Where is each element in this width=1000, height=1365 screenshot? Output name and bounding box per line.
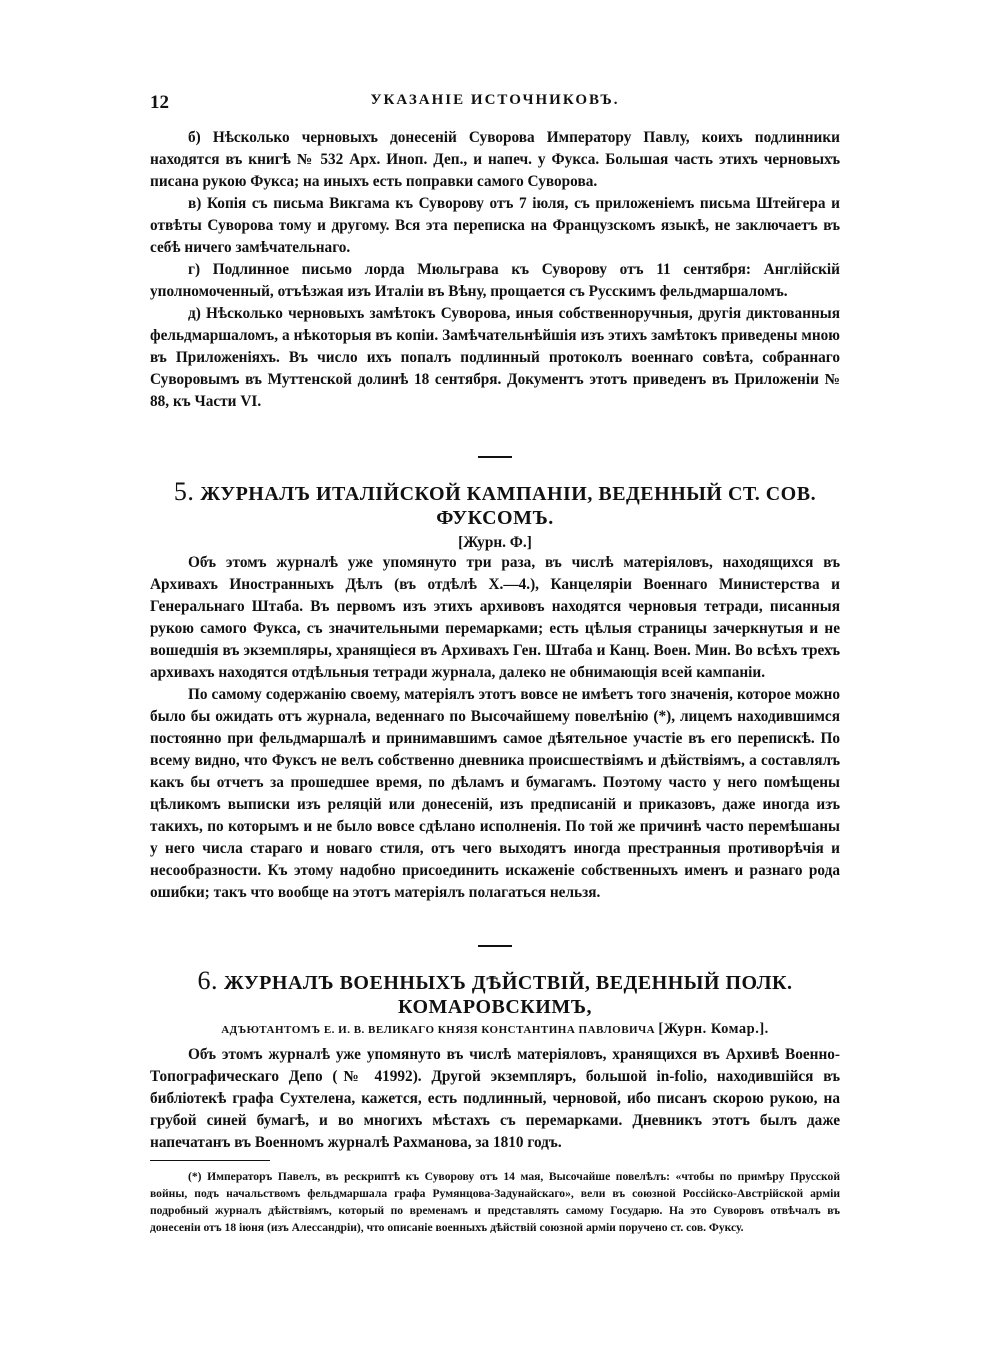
section-5-heading bbox=[150, 477, 840, 530]
section-5-number: 5. bbox=[173, 477, 195, 506]
section-6-title: ЖУРНАЛЪ ВОЕННЫХЪ ДѢЙСТВІЙ, ВЕДЕННЫЙ ПОЛК. КОМАРОВСКИМЪ, bbox=[224, 972, 793, 1018]
footnote-rule bbox=[150, 1160, 840, 1161]
paragraph-g: г) Подлинное письмо лорда Мюльграва къ Суворову отъ 11 сентября: Англійскій уполномоченный, отъѣзжая изъ Италіи въ Вѣну, прощается съ Русскимъ фельдмаршаломъ. bbox=[150, 261, 840, 300]
paragraph-v: в) Копія съ письма Викгама къ Суворову отъ 7 іюля, съ приложеніемъ письма Штейгера и отвѣты Суворова тому и другому. Вся эта переписка на Французскомъ языкѣ, не заключаетъ въ себѣ ничего замѣчательнаго. bbox=[150, 195, 840, 256]
section-6-subtitle-line bbox=[150, 1021, 840, 1038]
section-6 bbox=[150, 966, 840, 1154]
section-5 bbox=[150, 477, 840, 904]
section-6-number: 6. bbox=[197, 966, 218, 995]
section-6-heading bbox=[150, 966, 840, 1019]
separator-2 bbox=[150, 945, 840, 947]
top-paragraphs bbox=[150, 127, 840, 413]
section-6-paragraph: Объ этомъ журналѣ уже упомянуто въ числѣ матеріяловъ, хранящихся въ Архивѣ Военно-Топографическаго Депо (№ 41992). Другой экземпляръ, большой in-folio, находившійся въ библіотекѣ графа Сухтелена, кажется, есть подлинный, черновой, ибо писанъ скорою рукою, на грубой синей бумагѣ, и во многихъ мѣстахъ съ перемарками. Дневникъ этотъ былъ даже напечатанъ въ Военномъ журналѣ Рахманова, за 1810 годъ. bbox=[150, 1046, 840, 1151]
section-5-title: ЖУРНАЛЪ ИТАЛІЙСКОЙ КАМПАНІИ, ВЕДЕННЫЙ СТ. СОВ. ФУКСОМЪ. bbox=[200, 483, 817, 529]
paragraph-b: б) Нѣсколько черновыхъ донесеній Суворова Императору Павлу, коихъ подлинники находятся въ книгѣ № 532 Арх. Иноп. Деп., и напеч. у Фукса. Большая часть этихъ черновыхъ писана рукою Фукса; на иныхъ есть поправки самого Суворова. bbox=[150, 129, 840, 190]
paragraph-d: д) Нѣсколько черновыхъ замѣтокъ Суворова, иныя собственноручныя, другія диктованныя фельдмаршаломъ, а нѣкоторыя въ копіи. Замѣчательнѣйшія изъ этихъ замѣтокъ приведены мною въ Приложеніяхъ. Въ число ихъ попалъ подлинный протоколъ военнаго совѣта, собраннаго Суворовымъ въ Муттенской долинѣ 18 сентября. Документъ этотъ приведенъ въ Приложеніи № 88, къ Части VI. bbox=[150, 305, 840, 410]
section-5-paragraph-2: По самому содержанію своему, матеріялъ этотъ вовсе не имѣетъ того значенія, которое можно было бы ожидать отъ журнала, веденнаго по Высочайшему повелѣнію (*), лицемъ находившимся постоянно при фельдмаршалѣ и принимавшимъ самое дѣятельное участіе въ его перепискѣ. По всему видно, что Фуксъ не велъ собственно дневника происшествіямъ и дѣйствіямъ, а составлялъ какъ бы отчетъ за прошедшее время, по дѣламъ и бумагамъ. Поэтому часто у него помѣщены цѣликомъ выписки изъ реляцій или донесеній, изъ предписаній и приказовъ, даже иногда изъ такихъ, по которымъ и не было вовсе сдѣлано исполненія. По той же причинѣ часто перемѣшаны у него числа стараго и новаго стиля, отъ чего выходятъ иногда престранныя противорѣчія и несообразности. Къ этому надобно присоединить искаженіе собственныхъ именъ и разнаго рода ошибки; такъ что вообще на этотъ матеріялъ полагаться нельзя. bbox=[150, 686, 840, 901]
running-head bbox=[150, 92, 840, 113]
section-5-paragraph-1: Объ этомъ журналѣ уже упомянуто три раза, въ числѣ матеріяловъ, находящихся въ Архивахъ Иностранныхъ Дѣлъ (въ отдѣлѣ X.—4.), Канцеляріи Военнаго Министерства и Генеральнаго Штаба. Въ первомъ изъ этихъ архивовъ находятся черновыя тетради, писанныя рукою самого Фукса, съ значительными перемарками; есть цѣлыя страницы зачеркнутыя и не вошедшія въ экземпляры, хранящіеся въ Архивахъ Ген. Штаба и Канц. Воен. Мин. Во всѣхъ трехъ архивахъ находятся отдѣльныя тетради журнала, далеко не обнимающія всей кампаніи. bbox=[150, 554, 840, 681]
running-title: УКАЗАНІЕ ИСТОЧНИКОВЪ. bbox=[370, 92, 620, 108]
separator-1 bbox=[150, 456, 840, 458]
section-6-abbreviation: [Журн. Комар.]. bbox=[658, 1021, 769, 1037]
page-number: 12 bbox=[150, 92, 169, 113]
footnote: (*) Императоръ Павелъ, въ рескриптѣ къ Суворову отъ 14 мая, Высочайше повелѣлъ: «чтобы по примѣру Прусской войны, подъ начальствомъ фельдмаршала графа Румянцова-Задунайскаго», вели въ союзной Россійско-Австрійской арміи подробный журналъ дѣйствіямъ, который по временамъ и представлять самому Государю. На это Суворовъ отвѣчалъ въ донесеніи отъ 18 іюня (изъ Алессандріи), что описаніе военныхъ дѣйствій союзной арміи поручено ст. сов. Фуксу. bbox=[150, 1170, 840, 1234]
footnote-block bbox=[150, 1168, 840, 1236]
section-5-abbreviation: [Журн. Ф.] bbox=[458, 534, 532, 551]
section-6-subtitle: АДЪЮТАНТОМЪ Е. И. В. ВЕЛИКАГО КНЯЗЯ КОНСТАНТИНА ПАВЛОВИЧА bbox=[221, 1024, 656, 1036]
